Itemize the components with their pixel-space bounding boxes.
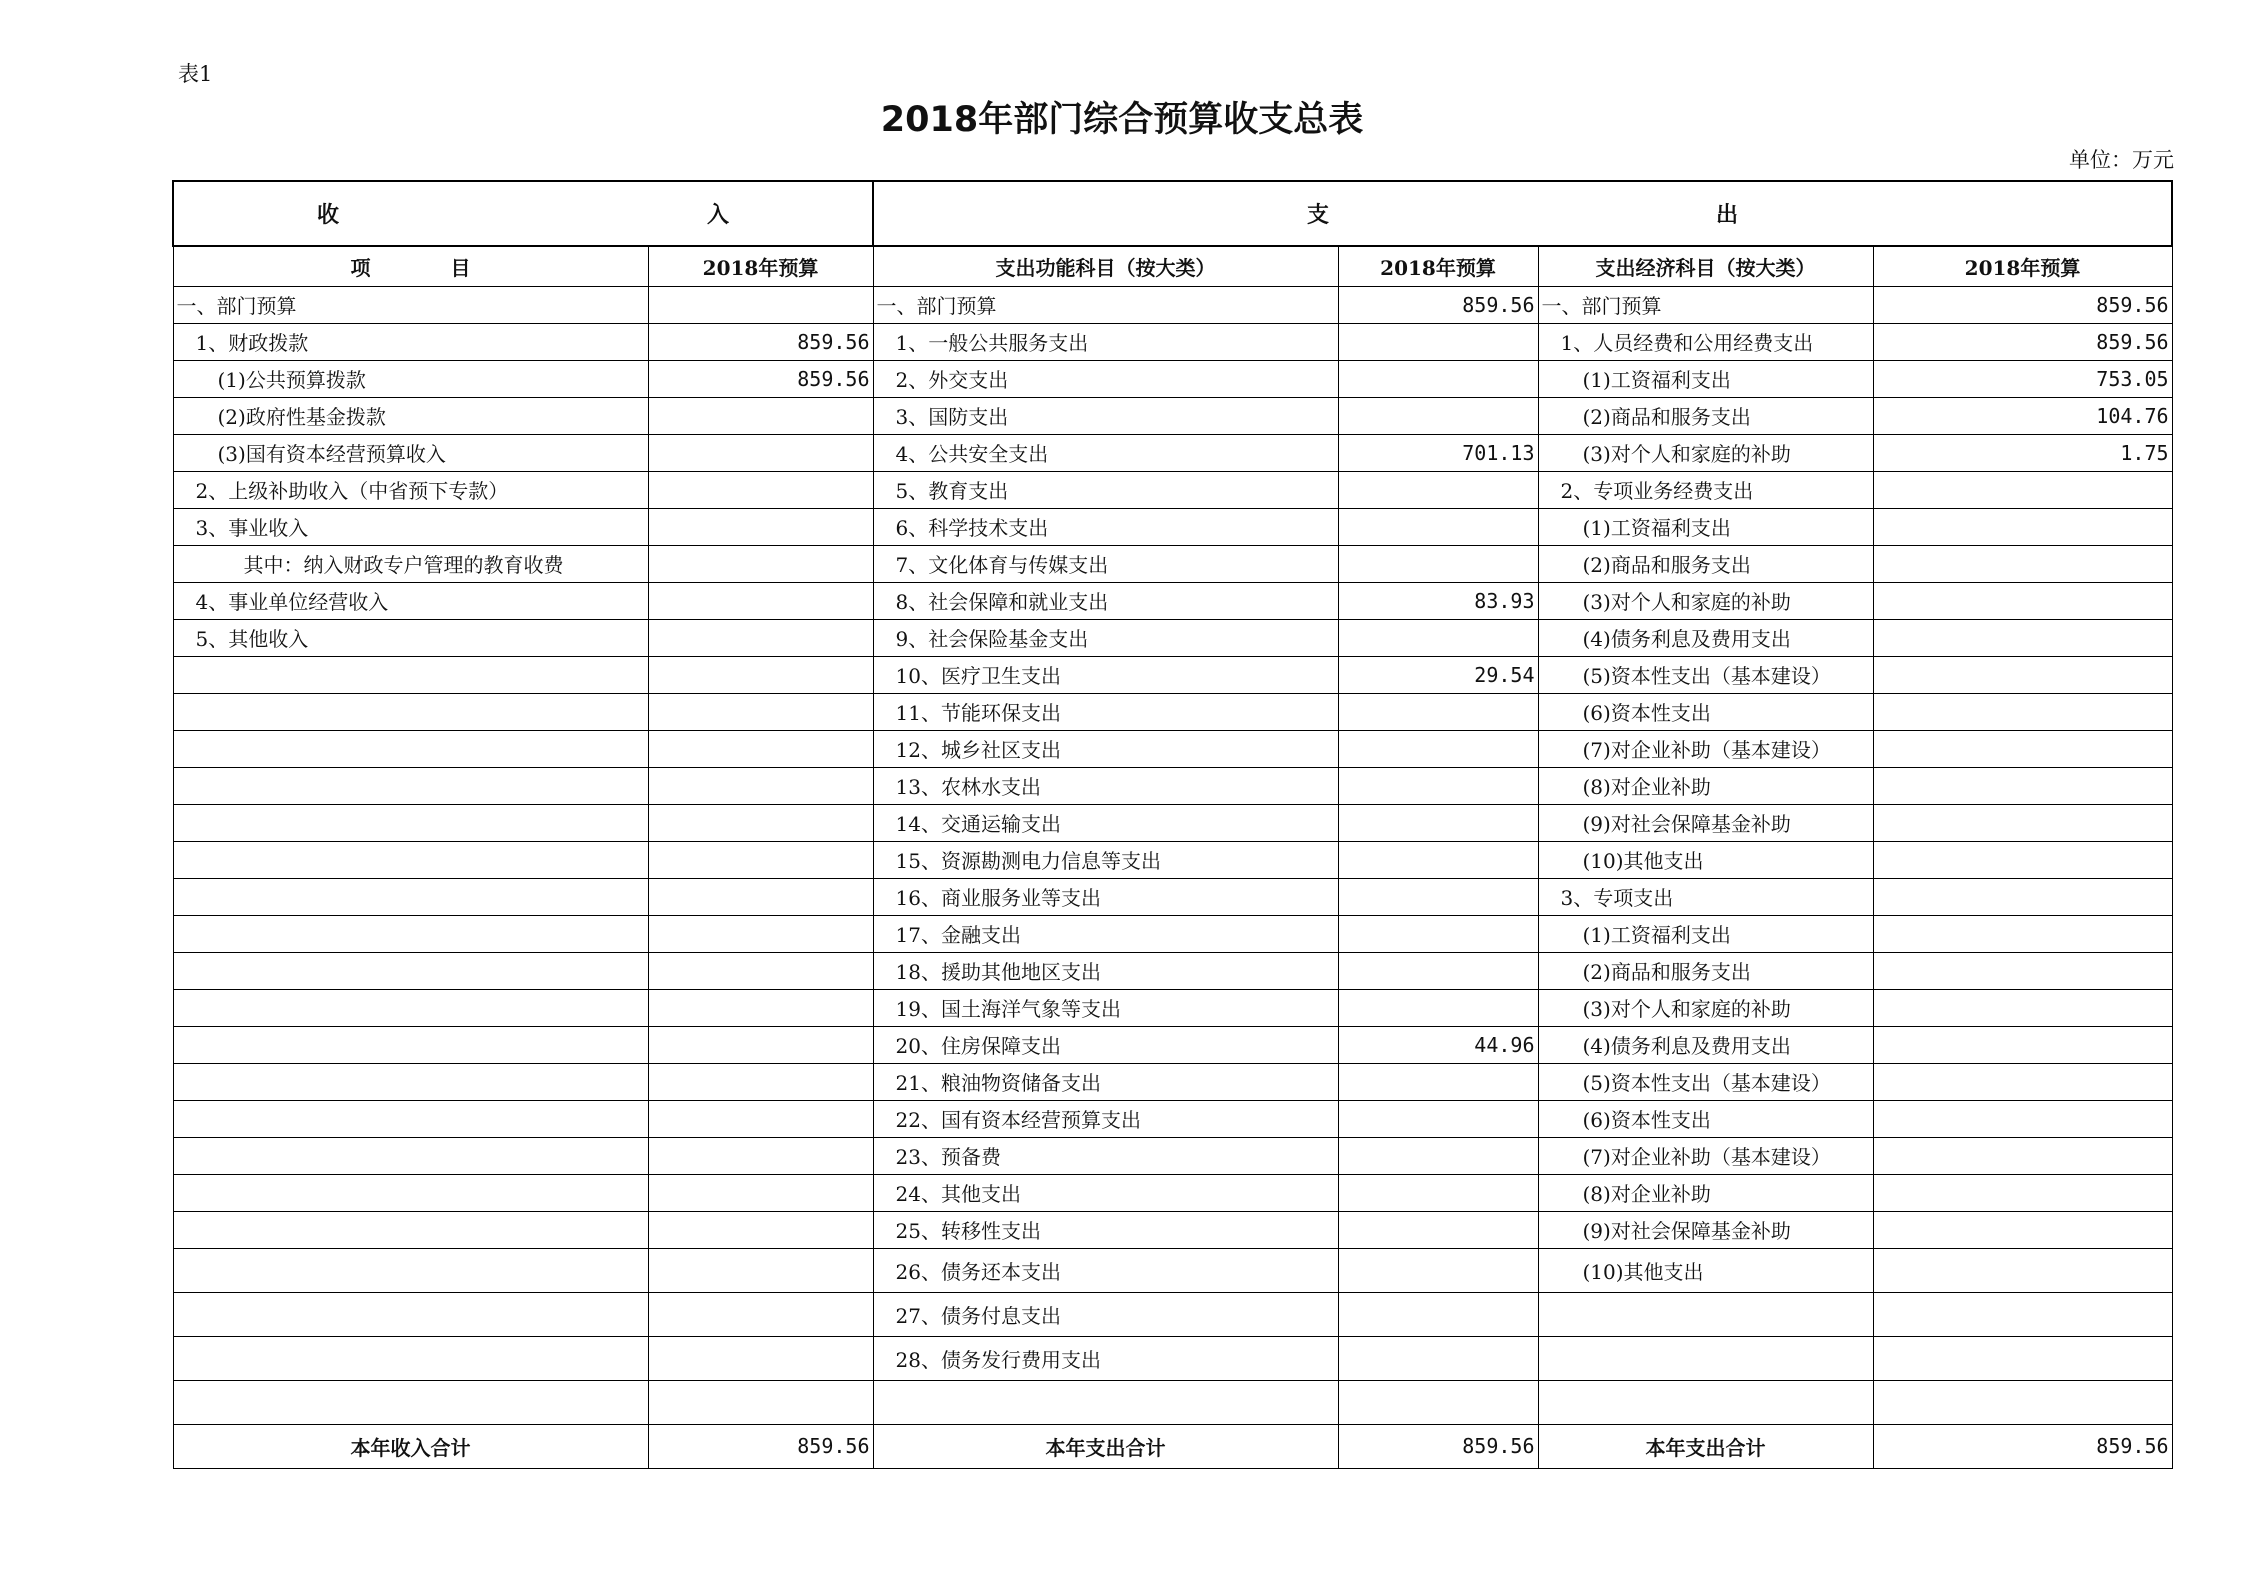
table-row: [173, 397, 2172, 434]
income-value-cell: [648, 730, 873, 767]
income-value-cell: [648, 767, 873, 804]
income-item-cell: [173, 1063, 648, 1100]
income-value-cell: [648, 804, 873, 841]
income-value-cell: [648, 397, 873, 434]
table-row: [173, 1100, 2172, 1137]
income-value-cell: [648, 1026, 873, 1063]
function-item-cell: 18、援助其他地区支出: [873, 952, 1338, 989]
economic-value-cell: [1873, 582, 2172, 619]
income-item-cell: [173, 1211, 648, 1248]
function-item-cell: 1、一般公共服务支出: [873, 323, 1338, 360]
function-item-cell: 一、部门预算: [873, 286, 1338, 323]
table-row: [173, 841, 2172, 878]
table-row: [173, 915, 2172, 952]
table-row: [173, 508, 2172, 545]
economic-value-cell: 859.56: [1873, 286, 2172, 323]
function-value-cell: [1338, 767, 1538, 804]
function-item-cell: 27、债务付息支出: [873, 1292, 1338, 1336]
function-value-cell: [1338, 841, 1538, 878]
function-item-cell: 21、粮油物资储备支出: [873, 1063, 1338, 1100]
economic-item-cell: (1)工资福利支出: [1538, 508, 1873, 545]
income-item-cell: 5、其他收入: [173, 619, 648, 656]
table-row: [173, 1174, 2172, 1211]
function-item-cell: 3、国防支出: [873, 397, 1338, 434]
function-value-cell: [1338, 1211, 1538, 1248]
table-row: [173, 1248, 2172, 1292]
economic-value-cell: [1873, 1174, 2172, 1211]
function-value-cell: [1338, 471, 1538, 508]
function-value-cell: [1338, 989, 1538, 1026]
function-value-cell: [1338, 323, 1538, 360]
income-item-cell: [173, 1026, 648, 1063]
function-value-cell: [1338, 1100, 1538, 1137]
economic-item-cell: (2)商品和服务支出: [1538, 545, 1873, 582]
table-row: [173, 1292, 2172, 1336]
economic-item-cell: (6)资本性支出: [1538, 693, 1873, 730]
income-value-cell: [648, 841, 873, 878]
economic-item-cell: (5)资本性支出（基本建设）: [1538, 656, 1873, 693]
economic-item-cell: (9)对社会保障基金补助: [1538, 1211, 1873, 1248]
economic-value-cell: [1873, 1100, 2172, 1137]
table-row: [173, 767, 2172, 804]
economic-item-cell: (3)对个人和家庭的补助: [1538, 434, 1873, 471]
function-value-cell: 83.93: [1338, 582, 1538, 619]
income-value-cell: [648, 1100, 873, 1137]
function-item-cell: 19、国土海洋气象等支出: [873, 989, 1338, 1026]
function-value-cell: 701.13: [1338, 434, 1538, 471]
page-title: 2018年部门综合预算收支总表: [880, 100, 1364, 140]
col-header-function-budget: 2018年预算: [1338, 246, 1538, 286]
income-item-cell: [173, 1100, 648, 1137]
function-item-cell: 4、公共安全支出: [873, 434, 1338, 471]
function-item-cell: 26、债务还本支出: [873, 1248, 1338, 1292]
table-row: [173, 804, 2172, 841]
function-item-cell: 8、社会保障和就业支出: [873, 582, 1338, 619]
income-item-cell: (3)国有资本经营预算收入: [173, 434, 648, 471]
col-header-economic-budget: 2018年预算: [1873, 246, 2172, 286]
function-value-cell: [1338, 1137, 1538, 1174]
function-item-cell: 6、科学技术支出: [873, 508, 1338, 545]
economic-value-cell: 1.75: [1873, 434, 2172, 471]
function-item-cell: 7、文化体育与传媒支出: [873, 545, 1338, 582]
function-value-cell: [1338, 545, 1538, 582]
income-item-cell: 一、部门预算: [173, 286, 648, 323]
economic-value-cell: [1873, 989, 2172, 1026]
income-section-header: [173, 181, 873, 246]
economic-item-cell: (7)对企业补助（基本建设）: [1538, 730, 1873, 767]
income-item-cell: [173, 1380, 648, 1424]
function-value-cell: [1338, 1336, 1538, 1380]
function-item-cell: 16、商业服务业等支出: [873, 878, 1338, 915]
function-item-cell: 12、城乡社区支出: [873, 730, 1338, 767]
table-row: [173, 1211, 2172, 1248]
income-item-cell: [173, 952, 648, 989]
col-header-item: 项 目: [173, 246, 648, 286]
function-item-cell: 24、其他支出: [873, 1174, 1338, 1211]
function-item-cell: 20、住房保障支出: [873, 1026, 1338, 1063]
economic-value-cell: [1873, 1248, 2172, 1292]
economic-item-cell: 3、专项支出: [1538, 878, 1873, 915]
economic-value-cell: 753.05: [1873, 360, 2172, 397]
function-item-cell: 15、资源勘测电力信息等支出: [873, 841, 1338, 878]
budget-summary-table: [172, 180, 2173, 1469]
income-value-cell: 859.56: [648, 323, 873, 360]
economic-item-cell: (1)工资福利支出: [1538, 915, 1873, 952]
income-value-cell: [648, 1137, 873, 1174]
income-item-cell: [173, 730, 648, 767]
income-item-cell: [173, 1292, 648, 1336]
income-value-cell: [648, 1380, 873, 1424]
economic-value-cell: [1873, 878, 2172, 915]
table-row: [173, 582, 2172, 619]
table-row: [173, 1137, 2172, 1174]
income-item-cell: 3、事业收入: [173, 508, 648, 545]
table-row: [173, 1026, 2172, 1063]
income-item-cell: [173, 915, 648, 952]
economic-value-cell: [1873, 767, 2172, 804]
income-item-cell: [173, 693, 648, 730]
economic-value-cell: [1873, 841, 2172, 878]
income-value-cell: [648, 1174, 873, 1211]
income-item-cell: 其中：纳入财政专户管理的教育收费: [173, 545, 648, 582]
function-value-cell: [1338, 1248, 1538, 1292]
table-row: [173, 989, 2172, 1026]
function-value-cell: [1338, 1292, 1538, 1336]
function-item-cell: [873, 1380, 1338, 1424]
function-value-cell: [1338, 952, 1538, 989]
economic-item-cell: (2)商品和服务支出: [1538, 397, 1873, 434]
function-item-cell: 10、医疗卫生支出: [873, 656, 1338, 693]
function-item-cell: 28、债务发行费用支出: [873, 1336, 1338, 1380]
income-item-cell: (2)政府性基金拨款: [173, 397, 648, 434]
economic-item-cell: (4)债务利息及费用支出: [1538, 1026, 1873, 1063]
economic-item-cell: (8)对企业补助: [1538, 767, 1873, 804]
economic-value-cell: [1873, 1380, 2172, 1424]
income-item-cell: 2、上级补助收入（中省预下专款）: [173, 471, 648, 508]
income-value-cell: [648, 878, 873, 915]
economic-item-cell: (10)其他支出: [1538, 841, 1873, 878]
function-value-cell: [1338, 1174, 1538, 1211]
expense-section-char-2: 出: [1716, 202, 1739, 228]
col-header-income-budget: 2018年预算: [648, 246, 873, 286]
function-value-cell: [1338, 878, 1538, 915]
economic-value-cell: [1873, 1292, 2172, 1336]
table-row: [173, 952, 2172, 989]
economic-value-cell: 104.76: [1873, 397, 2172, 434]
economic-item-cell: 2、专项业务经费支出: [1538, 471, 1873, 508]
table-label: 表1: [178, 62, 213, 86]
economic-value-cell: [1873, 952, 2172, 989]
table-row: [173, 434, 2172, 471]
income-value-cell: [648, 952, 873, 989]
function-item-cell: 13、农林水支出: [873, 767, 1338, 804]
economic-item-cell: [1538, 1292, 1873, 1336]
economic-item-cell: (10)其他支出: [1538, 1248, 1873, 1292]
economic-value-cell: [1873, 1211, 2172, 1248]
table-row: [173, 730, 2172, 767]
function-item-cell: 11、节能环保支出: [873, 693, 1338, 730]
income-item-cell: [173, 804, 648, 841]
economic-item-cell: [1538, 1336, 1873, 1380]
economic-value-cell: [1873, 619, 2172, 656]
income-value-cell: [648, 989, 873, 1026]
income-section-char-2: 入: [706, 202, 729, 228]
function-value-cell: 44.96: [1338, 1026, 1538, 1063]
economic-value-cell: [1873, 1137, 2172, 1174]
table-row: [173, 471, 2172, 508]
function-item-cell: 17、金融支出: [873, 915, 1338, 952]
function-value-cell: 859.56: [1338, 286, 1538, 323]
function-value-cell: [1338, 619, 1538, 656]
economic-value-cell: [1873, 1336, 2172, 1380]
income-item-cell: 1、财政拨款: [173, 323, 648, 360]
function-item-cell: 9、社会保险基金支出: [873, 619, 1338, 656]
income-item-cell: [173, 841, 648, 878]
income-value-cell: 859.56: [648, 360, 873, 397]
income-item-cell: [173, 878, 648, 915]
table-row: [173, 1336, 2172, 1380]
income-item-cell: (1)公共预算拨款: [173, 360, 648, 397]
income-value-cell: [648, 619, 873, 656]
income-value-cell: [648, 582, 873, 619]
table-row: [173, 656, 2172, 693]
economic-item-cell: (2)商品和服务支出: [1538, 952, 1873, 989]
function-value-cell: [1338, 1063, 1538, 1100]
function-value-cell: [1338, 1380, 1538, 1424]
function-value-cell: [1338, 693, 1538, 730]
function-item-cell: 2、外交支出: [873, 360, 1338, 397]
function-value-cell: [1338, 730, 1538, 767]
economic-value-cell: [1873, 730, 2172, 767]
economic-item-cell: (1)工资福利支出: [1538, 360, 1873, 397]
economic-value-cell: [1873, 1063, 2172, 1100]
function-item-cell: 14、交通运输支出: [873, 804, 1338, 841]
income-total-value: 859.56: [648, 1424, 873, 1468]
income-item-cell: [173, 767, 648, 804]
totals-row: [173, 1424, 2172, 1468]
income-item-cell: [173, 1336, 648, 1380]
income-value-cell: [648, 434, 873, 471]
table-row: [173, 1380, 2172, 1424]
income-value-cell: [648, 286, 873, 323]
income-total-label: 本年收入合计: [173, 1424, 648, 1468]
economic-item-cell: (5)资本性支出（基本建设）: [1538, 1063, 1873, 1100]
economic-item-cell: (4)债务利息及费用支出: [1538, 619, 1873, 656]
income-item-cell: 4、事业单位经营收入: [173, 582, 648, 619]
table-row: [173, 1063, 2172, 1100]
income-value-cell: [648, 1248, 873, 1292]
economic-item-cell: (9)对社会保障基金补助: [1538, 804, 1873, 841]
income-value-cell: [648, 693, 873, 730]
economic-item-cell: (8)对企业补助: [1538, 1174, 1873, 1211]
table-row: [173, 323, 2172, 360]
income-value-cell: [648, 915, 873, 952]
function-value-cell: [1338, 915, 1538, 952]
income-value-cell: [648, 1063, 873, 1100]
economic-value-cell: [1873, 693, 2172, 730]
income-value-cell: [648, 545, 873, 582]
function-item-cell: 23、预备费: [873, 1137, 1338, 1174]
economic-value-cell: [1873, 804, 2172, 841]
function-value-cell: [1338, 397, 1538, 434]
table-row: [173, 878, 2172, 915]
income-item-cell: [173, 656, 648, 693]
income-item-cell: [173, 989, 648, 1026]
function-total-label: 本年支出合计: [873, 1424, 1338, 1468]
expense-section-char-1: 支: [1307, 202, 1330, 228]
income-value-cell: [648, 656, 873, 693]
economic-item-cell: (3)对个人和家庭的补助: [1538, 989, 1873, 1026]
economic-value-cell: 859.56: [1873, 323, 2172, 360]
col-header-economic: 支出经济科目（按大类）: [1538, 246, 1873, 286]
col-header-function: 支出功能科目（按大类）: [873, 246, 1338, 286]
economic-item-cell: (3)对个人和家庭的补助: [1538, 582, 1873, 619]
economic-item-cell: [1538, 1380, 1873, 1424]
economic-total-label: 本年支出合计: [1538, 1424, 1873, 1468]
function-value-cell: [1338, 508, 1538, 545]
table-row: [173, 619, 2172, 656]
expense-section-header: [873, 181, 2172, 246]
income-item-cell: [173, 1174, 648, 1211]
income-value-cell: [648, 508, 873, 545]
function-total-value: 859.56: [1338, 1424, 1538, 1468]
function-value-cell: [1338, 360, 1538, 397]
economic-total-value: 859.56: [1873, 1424, 2172, 1468]
table-row: [173, 693, 2172, 730]
function-value-cell: [1338, 804, 1538, 841]
economic-item-cell: (6)资本性支出: [1538, 1100, 1873, 1137]
function-item-cell: 25、转移性支出: [873, 1211, 1338, 1248]
table-row: [173, 545, 2172, 582]
economic-value-cell: [1873, 545, 2172, 582]
table-row: [173, 360, 2172, 397]
income-item-cell: [173, 1248, 648, 1292]
income-value-cell: [648, 471, 873, 508]
unit-label: 单位：万元: [2069, 148, 2174, 172]
function-item-cell: 5、教育支出: [873, 471, 1338, 508]
economic-value-cell: [1873, 508, 2172, 545]
table-row: [173, 286, 2172, 323]
economic-value-cell: [1873, 471, 2172, 508]
income-value-cell: [648, 1292, 873, 1336]
function-value-cell: 29.54: [1338, 656, 1538, 693]
economic-value-cell: [1873, 1026, 2172, 1063]
income-value-cell: [648, 1211, 873, 1248]
economic-value-cell: [1873, 656, 2172, 693]
economic-item-cell: (7)对企业补助（基本建设）: [1538, 1137, 1873, 1174]
economic-item-cell: 一、部门预算: [1538, 286, 1873, 323]
income-section-char-1: 收: [317, 202, 340, 228]
economic-item-cell: 1、人员经费和公用经费支出: [1538, 323, 1873, 360]
function-item-cell: 22、国有资本经营预算支出: [873, 1100, 1338, 1137]
income-value-cell: [648, 1336, 873, 1380]
economic-value-cell: [1873, 915, 2172, 952]
income-item-cell: [173, 1137, 648, 1174]
